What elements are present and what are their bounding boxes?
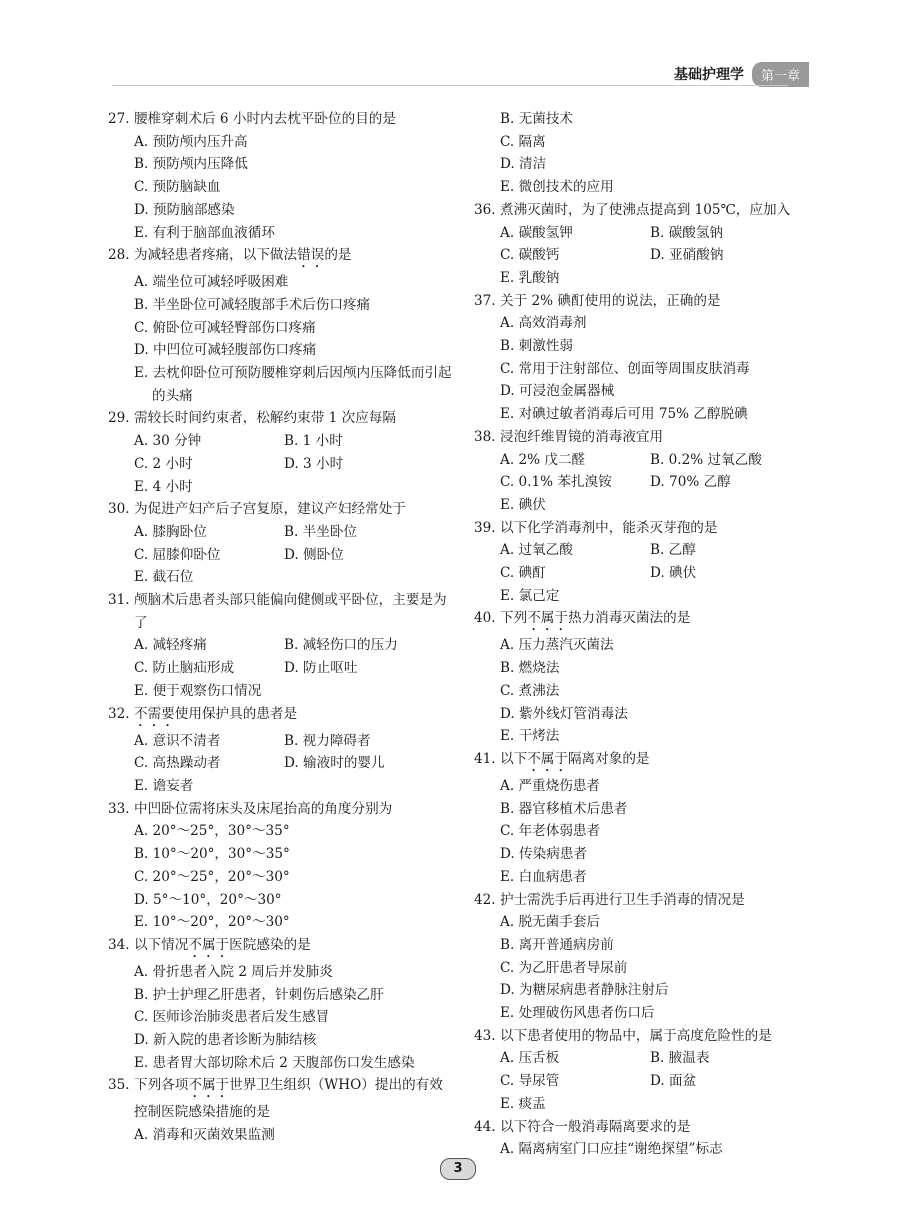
option-b: B. 1 小时: [284, 433, 343, 450]
option-a: A. 端坐位可减轻呼吸困难: [134, 274, 289, 291]
option-a: A. 30 分钟: [134, 433, 202, 450]
emphasized-keyword: 错误: [297, 247, 325, 264]
question-q44: [474, 1116, 804, 1161]
options: [108, 430, 456, 498]
option-e: E. 乳酸钠: [500, 269, 560, 286]
option-c: C. 年老体弱患者: [500, 823, 601, 840]
option-a: A. 过氧乙酸: [500, 542, 573, 559]
options: [474, 775, 804, 889]
question-stem: [474, 748, 804, 775]
question-stem: [474, 426, 804, 449]
option-a: A. 2% 戊二醛: [500, 451, 586, 468]
question-q37: [474, 290, 804, 426]
question-stem: [474, 1116, 804, 1139]
option-e: E. 10°～20°，20°～30°: [134, 914, 290, 931]
options: [108, 271, 456, 407]
question-number: 40.: [474, 610, 496, 627]
options: [108, 634, 456, 702]
question-stem: [474, 290, 804, 313]
option-d: D. 可浸泡金属器械: [500, 383, 615, 400]
option-e: E. 干烤法: [500, 728, 560, 745]
stem-text: 医院感染的是: [229, 936, 311, 953]
question-q31: [108, 589, 456, 703]
stem-text: 护士需洗手后再进行卫生手消毒的情况是: [500, 891, 745, 908]
stem-text: 浸泡纤维胃镜的消毒液宜用: [500, 428, 664, 445]
option-e: E. 氯己定: [500, 587, 560, 604]
question-number: 42.: [474, 891, 496, 908]
option-a: A. 意识不清者: [134, 732, 221, 749]
option-c: C. 医师诊治肺炎患者后发生感冒: [134, 1009, 330, 1026]
option-a: A. 压力蒸汽灭菌法: [500, 637, 614, 654]
option-e: E. 便于观察伤口情况: [134, 682, 262, 699]
option-b: B. 器官移植术后患者: [500, 800, 628, 817]
stem-text: 为促进产妇产后子宫复原，建议产妇经常处于: [134, 501, 406, 518]
running-header: [674, 62, 809, 86]
question-stem: [108, 244, 456, 271]
question-stem: [474, 1025, 804, 1048]
book-title: 基础护理学: [674, 67, 744, 83]
options: [474, 539, 804, 607]
stem-text: 世界卫生组织（WHO）提出的有效控制医院感染措施的是: [134, 1077, 443, 1121]
options: [108, 1124, 456, 1147]
question-q32: [108, 703, 456, 798]
option-e: E. 白血病患者: [500, 868, 587, 885]
option-b: B. 碳酸氢钠: [650, 224, 724, 241]
option-c: C. 0.1% 苯扎溴铵: [500, 474, 612, 491]
options: [474, 1138, 804, 1161]
stem-text: 为减轻患者疼痛，以下做法: [134, 247, 298, 264]
stem-text: 中凹卧位需将床头及床尾抬高的角度分别为: [134, 800, 393, 817]
question-number: 30.: [108, 501, 130, 518]
question-q34: [108, 934, 456, 1075]
question-number: 34.: [108, 936, 130, 953]
stem-text: 的是: [324, 247, 352, 264]
question-stem: [108, 589, 456, 634]
stem-text: 颅脑术后患者头部只能偏向健侧或平卧位，主要是为了: [134, 592, 447, 631]
question-q33: [108, 798, 456, 934]
question-number: 32.: [108, 705, 130, 722]
question-q42: [474, 889, 804, 1025]
question-stem: [474, 607, 804, 634]
options: [108, 131, 456, 245]
option-b: B. 10°～20°，30°～35°: [134, 846, 290, 863]
question-q36: [474, 199, 804, 290]
options: [474, 1047, 804, 1115]
options: [108, 730, 456, 798]
option-e: E. 处理破伤风患者伤口后: [500, 1005, 655, 1022]
option-a: A. 20°～25°，30°～35°: [134, 823, 290, 840]
option-e: E. 碘伏: [500, 496, 546, 513]
option-b: B. 0.2% 过氧乙酸: [650, 451, 762, 468]
question-number: 39.: [474, 519, 496, 536]
question-q29: [108, 407, 456, 498]
option-b: B. 燃烧法: [500, 660, 560, 677]
option-b: B. 乙醇: [650, 542, 696, 559]
emphasized-keyword: 不属于: [527, 610, 568, 627]
option-e: E. 患者胃大部切除术后 2 天腹部伤口发生感染: [134, 1054, 415, 1071]
option-d: D. 面盆: [650, 1073, 697, 1090]
option-d: D. 碘伏: [650, 565, 697, 582]
question-q28: [108, 244, 456, 407]
option-e: E. 痰盂: [500, 1095, 546, 1112]
option-e: E. 有利于脑部血液循环: [134, 224, 275, 241]
option-e: E. 截石位: [134, 569, 194, 586]
question-stem: [108, 798, 456, 821]
question-number: 29.: [108, 410, 130, 427]
option-b: B. 半坐卧位: [284, 523, 358, 540]
option-d: D. 输液时的婴儿: [284, 755, 385, 772]
stem-text: 需较长时间约束者，松解约束带 1 次应每隔: [134, 410, 396, 427]
question-stem: [108, 108, 456, 131]
question-number: 41.: [474, 750, 496, 767]
option-e: E. 谵妄者: [134, 777, 194, 794]
option-d: D. 亚硝酸钠: [650, 247, 724, 264]
stem-text: 以下符合一般消毒隔离要求的是: [500, 1118, 691, 1135]
page-number: 3: [440, 1158, 476, 1180]
option-e: E. 对碘过敏者消毒后可用 75% 乙醇脱碘: [500, 406, 748, 423]
question-number: 43.: [474, 1027, 496, 1044]
option-c: C. 2 小时: [134, 455, 193, 472]
question-q43: [474, 1025, 804, 1116]
option-d: D. 侧卧位: [284, 546, 344, 563]
option-a: A. 高效消毒剂: [500, 315, 587, 332]
stem-text: 下列: [500, 610, 528, 627]
options: [108, 521, 456, 589]
stem-text: 以下情况: [134, 936, 189, 953]
option-c: C. 常用于注射部位、创面等周围皮肤消毒: [500, 360, 750, 377]
option-d: D. 传染病患者: [500, 846, 588, 863]
option-d: D. 紫外线灯管消毒法: [500, 705, 628, 722]
option-c: C. 碳酸钙: [500, 247, 560, 264]
question-stem: [108, 407, 456, 430]
question-number: 28.: [108, 247, 130, 264]
option-d: D. 中凹位可减轻腹部伤口疼痛: [134, 342, 317, 359]
stem-text: 腰椎穿刺术后 6 小时内去枕平卧位的目的是: [134, 111, 396, 127]
stem-text: 以下患者使用的物品中，属于高度危险性的是: [500, 1027, 772, 1044]
question-stem: [108, 1074, 456, 1124]
stem-text: 隔离对象的是: [567, 750, 650, 767]
option-b: B. 护士护理乙肝患者，针刺伤后感染乙肝: [134, 986, 384, 1003]
stem-text: 以下: [500, 750, 528, 767]
question-stem: [474, 889, 804, 912]
question-number: 33.: [108, 800, 130, 817]
option-a: A. 减轻疼痛: [134, 637, 207, 654]
option-c: C. 为乙肝患者导尿前: [500, 959, 628, 976]
question-q40: [474, 607, 804, 748]
option-c: C. 高热躁动者: [134, 755, 221, 772]
emphasized-keyword: 不需要: [134, 705, 175, 722]
option-d: D. 为糖尿病患者静脉注射后: [500, 982, 669, 999]
option-b: B. 无菌技术: [500, 111, 574, 127]
question-q38: [474, 426, 804, 517]
option-c: C. 防止脑疝形成: [134, 660, 235, 677]
option-b: B. 腋温表: [650, 1050, 710, 1067]
options: [474, 634, 804, 748]
option-d: D. 清洁: [500, 156, 547, 173]
stem-text: 以下化学消毒剂中，能杀灭芽孢的是: [500, 519, 718, 536]
option-c: C. 隔离: [500, 133, 546, 150]
stem-text: 下列各项: [134, 1077, 189, 1094]
stem-text: 热力消毒灭菌法的是: [567, 610, 691, 627]
stem-text: 煮沸灭菌时，为了使沸点提高到 105℃，应加入: [500, 201, 791, 218]
options: [108, 961, 456, 1075]
option-b: B. 预防颅内压降低: [134, 156, 248, 173]
option-b: B. 减轻伤口的压力: [284, 637, 398, 654]
question-stem: [474, 517, 804, 540]
options: [474, 312, 804, 426]
option-a: A. 预防颅内压升高: [134, 133, 248, 150]
question-stem: [474, 199, 804, 222]
emphasized-keyword: 不属于: [527, 750, 568, 767]
question-q30: [108, 498, 456, 589]
question-number: 31.: [108, 592, 130, 609]
option-b: B. 刺激性弱: [500, 338, 574, 355]
option-c: C. 预防脑缺血: [134, 179, 221, 196]
question-number: 27.: [108, 111, 130, 127]
option-d: D. 防止呕吐: [284, 660, 358, 677]
options: [474, 222, 804, 290]
option-c: C. 碘酊: [500, 565, 546, 582]
question-number: 37.: [474, 292, 496, 309]
option-a: A. 脱无菌手套后: [500, 914, 601, 931]
option-e: E. 去枕仰卧位可预防腰椎穿刺后因颅内压降低而引起的头痛: [134, 365, 452, 404]
question-number: 35.: [108, 1077, 130, 1094]
option-d: D. 70% 乙醇: [650, 474, 731, 491]
question-q41: [474, 748, 804, 889]
question-q35: [108, 1074, 456, 1146]
question-stem: [108, 703, 456, 730]
question-stem: [108, 498, 456, 521]
options: [474, 108, 804, 199]
option-e: E. 4 小时: [134, 478, 193, 495]
options: [474, 449, 804, 517]
option-b: B. 半坐卧位可减轻腹部手术后伤口疼痛: [134, 296, 371, 313]
option-d: D. 5°～10°，20°～30°: [134, 891, 282, 908]
question-number: 44.: [474, 1118, 496, 1135]
option-b: B. 离开普通病房前: [500, 936, 614, 953]
option-c: C. 屈膝仰卧位: [134, 546, 221, 563]
stem-text: 关于 2% 碘酊使用的说法，正确的是: [500, 292, 721, 309]
option-a: A. 压舌板: [500, 1050, 560, 1067]
chapter-label: 第一章: [752, 62, 809, 87]
question-q39: [474, 517, 804, 608]
options: [474, 911, 804, 1025]
option-c: C. 20°～25°，20°～30°: [134, 868, 290, 885]
question-stem: [108, 934, 456, 961]
emphasized-keyword: 不属于: [188, 1077, 230, 1094]
emphasized-keyword: 不属于: [188, 936, 230, 953]
option-c: C. 俯卧位可减轻臀部伤口疼痛: [134, 319, 316, 336]
option-c: C. 煮沸法: [500, 682, 560, 699]
header-rule: [112, 85, 788, 86]
option-a: A. 消毒和灭菌效果监测: [134, 1127, 275, 1144]
options: [108, 820, 456, 934]
option-d: D. 新入院的患者诊断为肺结核: [134, 1032, 317, 1049]
option-a: A. 严重烧伤患者: [500, 777, 601, 794]
left-column: [108, 108, 456, 1147]
question-q27: [108, 108, 456, 244]
option-d: D. 预防脑部感染: [134, 201, 235, 218]
option-a: A. 隔离病室门口应挂“谢绝探望”标志: [500, 1141, 723, 1158]
question-number: 38.: [474, 428, 496, 445]
option-e: E. 微创技术的应用: [500, 179, 614, 196]
right-column: [474, 108, 804, 1161]
option-c: C. 导尿管: [500, 1073, 560, 1090]
option-a: A. 骨折患者入院 2 周后并发肺炎: [134, 963, 333, 980]
stem-text: 使用保护具的患者是: [174, 705, 298, 722]
option-a: A. 碳酸氢钾: [500, 224, 573, 241]
question-q35c: [474, 108, 804, 199]
option-d: D. 3 小时: [284, 455, 344, 472]
question-number: 36.: [474, 201, 496, 218]
option-b: B. 视力障碍者: [284, 732, 371, 749]
option-a: A. 膝胸卧位: [134, 523, 207, 540]
